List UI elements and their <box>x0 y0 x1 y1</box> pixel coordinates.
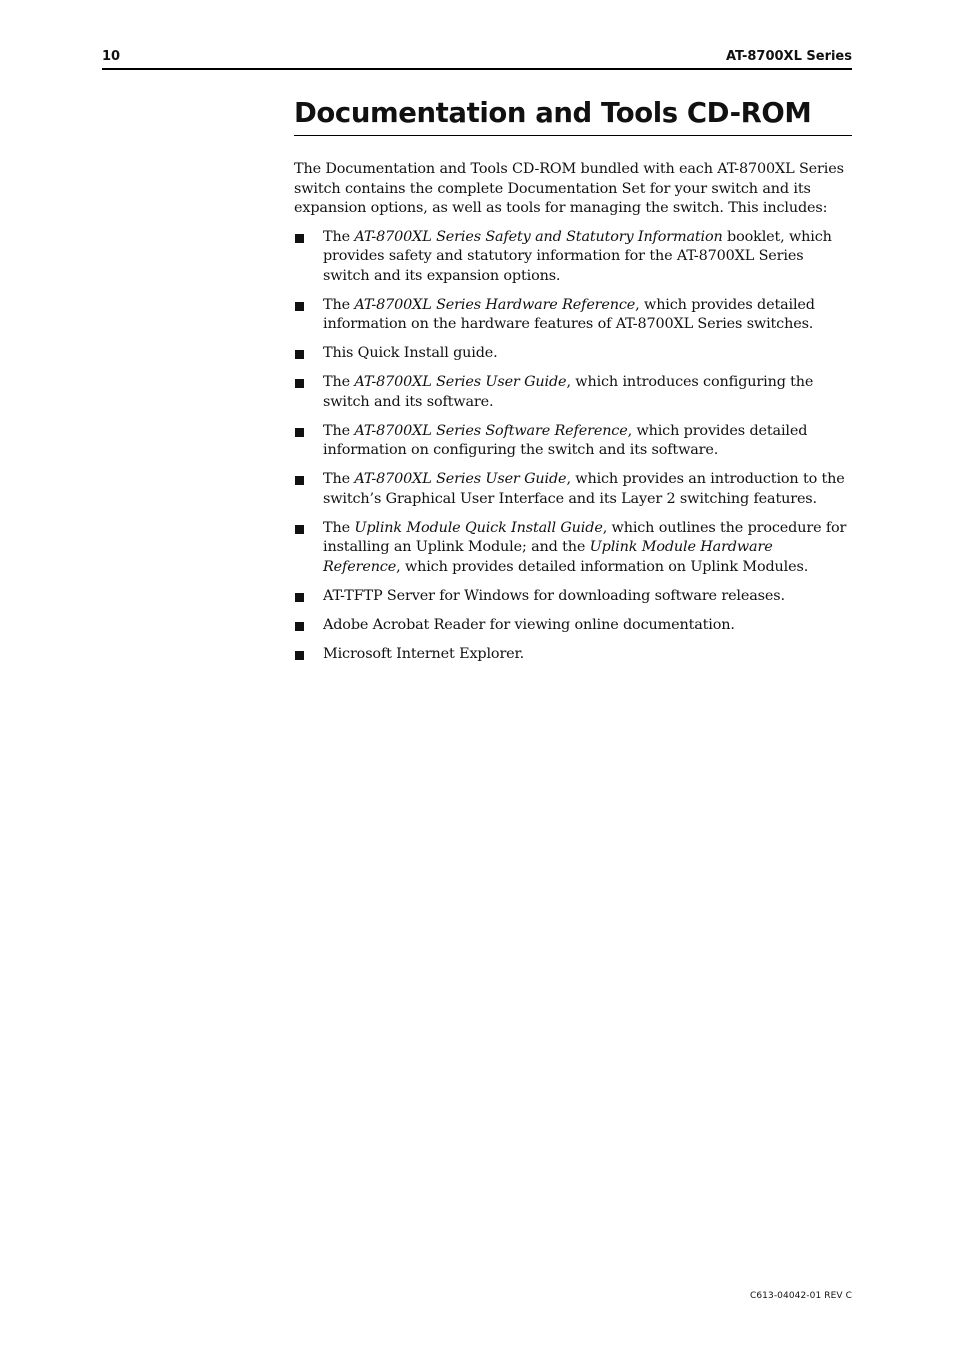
list-item: The AT-8700XL Series Hardware Reference, which provides detailed information on the hardware features of AT-8700XL Series switches. <box>294 296 852 335</box>
square-bullet-icon <box>295 593 304 602</box>
doc-title: AT-8700XL Series Software Reference <box>354 422 628 439</box>
doc-title: AT-8700XL Series Safety and Statutory Information <box>354 228 723 245</box>
page-header <box>102 47 852 70</box>
square-bullet-icon <box>295 428 304 437</box>
doc-title: Uplink Module Quick Install Guide <box>354 519 603 536</box>
square-bullet-icon <box>295 302 304 311</box>
section-title: Documentation and Tools CD-ROM <box>294 96 852 136</box>
series-title: AT-8700XL Series <box>725 49 852 64</box>
square-bullet-icon <box>295 234 304 243</box>
list-item: Microsoft Internet Explorer. <box>294 645 852 665</box>
document-id: C613-04042-01 REV C <box>749 1291 852 1301</box>
doc-title: AT-8700XL Series User Guide <box>354 374 567 390</box>
contents-list <box>294 228 852 665</box>
intro-paragraph: The Documentation and Tools CD-ROM bundled with each AT-8700XL Series switch contains the complete Documentation Set for your switch and its expansion options, as well as tools for managing the switch. This includes: <box>294 161 844 216</box>
square-bullet-icon <box>295 622 304 631</box>
list-item: The Uplink Module Quick Install Guide, which outlines the procedure for installing an Uplink Module; and the Uplink Module Hardware Reference, which provides detailed information on Uplink Modules. <box>294 519 852 578</box>
main-content <box>294 96 852 674</box>
list-item: AT-TFTP Server for Windows for downloading software releases. <box>294 587 852 607</box>
square-bullet-icon <box>295 350 304 359</box>
doc-title: Uplink Module Hardware Reference <box>323 539 773 575</box>
doc-title: AT-8700XL Series Hardware Reference <box>354 296 636 313</box>
list-item: Adobe Acrobat Reader for viewing online documentation. <box>294 616 852 636</box>
square-bullet-icon <box>295 379 304 388</box>
page-number: 10 <box>102 49 121 64</box>
list-item: The AT-8700XL Series User Guide, which provides an introduction to the switch’s Graphical User Interface and its Layer 2 switching features. <box>294 470 852 509</box>
square-bullet-icon <box>295 651 304 660</box>
list-item: The AT-8700XL Series Safety and Statutory Information booklet, which provides safety and statutory information for the AT-8700XL Series switch and its expansion options. <box>294 228 852 287</box>
doc-title: AT-8700XL Series User Guide <box>354 471 567 487</box>
list-item: The AT-8700XL Series Software Reference, which provides detailed information on configuring the switch and its software. <box>294 422 852 461</box>
list-item: The AT-8700XL Series User Guide, which introduces configuring the switch and its software. <box>294 373 852 412</box>
list-item: This Quick Install guide. <box>294 344 852 364</box>
square-bullet-icon <box>295 476 304 485</box>
square-bullet-icon <box>295 525 304 534</box>
